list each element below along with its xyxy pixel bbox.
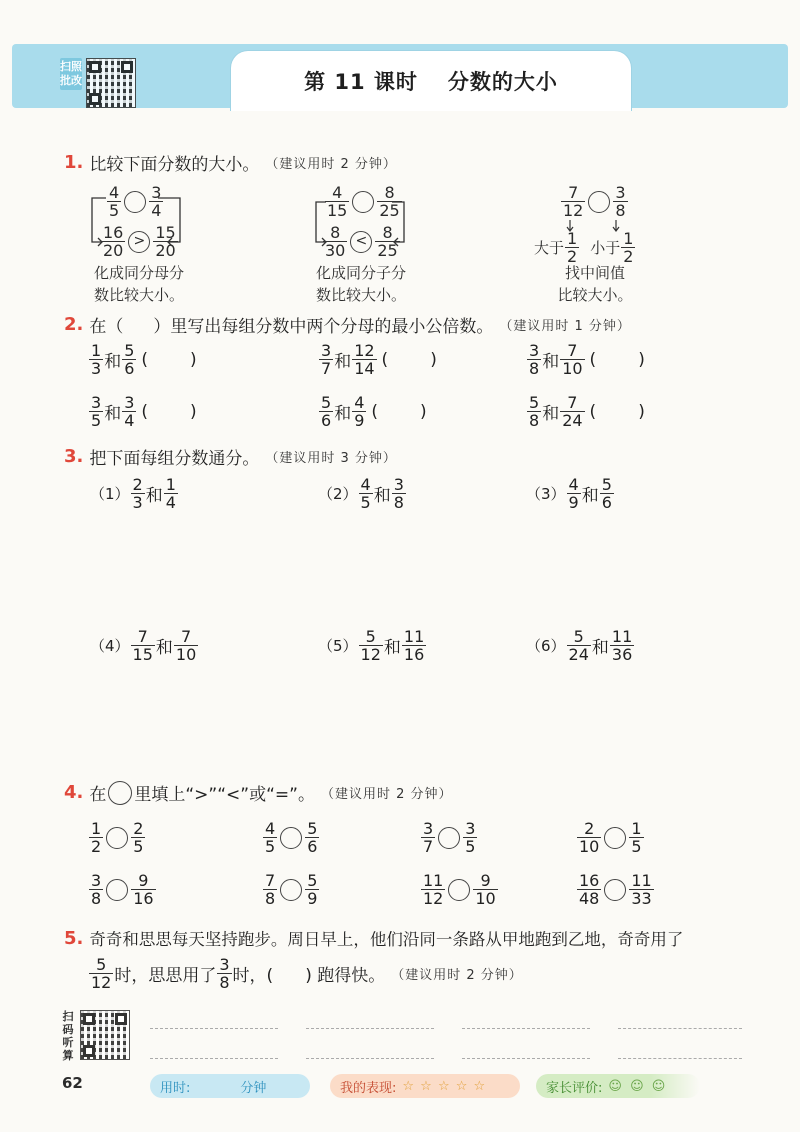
- q4-item: [262, 872, 320, 907]
- compare-circle[interactable]: [106, 827, 128, 849]
- compare-circle[interactable]: [588, 191, 610, 213]
- q2-number: 2.: [64, 314, 84, 335]
- answer-parentheses[interactable]: ( ): [589, 401, 645, 422]
- q1-text: 比较下面分数的大小。: [89, 155, 260, 175]
- q3-heading: 3. 把下面每组分数通分。 （建议用时 3 分钟）: [64, 446, 397, 469]
- answer-parentheses[interactable]: ( ): [141, 349, 197, 370]
- fraction: $\frac{5}{12}$: [360, 627, 381, 664]
- fraction: $\frac{3}{8}$: [529, 341, 540, 378]
- answer-parentheses[interactable]: ( ): [141, 401, 197, 422]
- compare-circle[interactable]: [604, 879, 626, 901]
- fraction: $\frac{7}{10}$: [175, 627, 197, 664]
- q4-item: [88, 820, 146, 855]
- answer-line[interactable]: [150, 1058, 278, 1059]
- fraction: $\frac{3}{7}$: [423, 819, 434, 856]
- q5-number: 5.: [64, 927, 84, 949]
- compare-circle[interactable]: [438, 827, 460, 849]
- parent-review-pill: 家长评价: ☺ ☺ ☺: [536, 1074, 700, 1098]
- time-spent-pill: 用时: 分钟: [150, 1074, 310, 1098]
- fraction: $\frac{4}{9}$: [568, 475, 579, 512]
- q3-item: （3） $\frac{4}{9}$ 和 $\frac{5}{6}$: [526, 475, 612, 512]
- q5-line2: $\frac{5}{12}$ 时，思思用了 $\frac{3}{8}$ 时，( ) 跑得快。 （建议用时 2 分钟）: [91, 955, 523, 992]
- q2-item: $\frac{5}{8}$ 和 $\frac{7}{24}$ ( ): [529, 393, 645, 430]
- q4-item: [576, 872, 655, 907]
- q3-number: 3.: [64, 446, 84, 467]
- qr-code-icon[interactable]: [86, 58, 136, 108]
- page-title: [230, 50, 632, 111]
- q2-item: $\frac{3}{7}$ 和 $\frac{12}{14}$ ( ): [321, 341, 437, 378]
- fraction: $\frac{2}{10}$: [579, 819, 600, 856]
- answer-line[interactable]: [306, 1028, 434, 1029]
- fraction: $\frac{1}{3}$: [91, 341, 102, 378]
- q2-item: $\frac{3}{8}$ 和 $\frac{7}{10}$ ( ): [529, 341, 645, 378]
- fraction: $\frac{3}{8}$: [91, 871, 102, 908]
- smiley-rating-icon[interactable]: ☺ ☺ ☺: [608, 1078, 668, 1094]
- fraction: $\frac{11}{12}$: [423, 871, 444, 908]
- q1-example-c: $\frac{7}{12}$ $\frac{3}{8}$ 大于 $\frac{1}{2}$ 小于 $\frac{1}{2}$: [530, 184, 660, 264]
- fraction: $\frac{3}{8}$: [393, 475, 404, 512]
- star-rating-icon[interactable]: ☆ ☆ ☆ ☆ ☆: [402, 1078, 487, 1094]
- fraction: $\frac{2}{5}$: [133, 819, 144, 856]
- q3-item: （1） $\frac{2}{3}$ 和 $\frac{1}{4}$: [90, 475, 176, 512]
- fraction: $\frac{7}{15}$: [132, 627, 153, 664]
- q4-heading: 4. 在 里填上“>”“<”或“=”。 （建议用时 2 分钟）: [64, 782, 453, 805]
- fraction: $\frac{7}{10}$: [562, 341, 583, 378]
- lesson-number: 第 11 课时: [304, 70, 418, 94]
- q3-item: （6） $\frac{5}{24}$ 和 $\frac{11}{36}$: [526, 627, 633, 664]
- answer-line[interactable]: [306, 1058, 434, 1059]
- fraction: $\frac{16}{48}$: [579, 871, 600, 908]
- fraction: $\frac{1}{4}$: [165, 475, 176, 512]
- qr-code-icon[interactable]: [80, 1010, 130, 1060]
- fraction: $\frac{9}{16}$: [133, 871, 154, 908]
- fraction: $\frac{4}{5}$: [360, 475, 371, 512]
- fraction: $\frac{4}{9}$: [354, 393, 365, 430]
- q2-item: $\frac{5}{6}$ 和 $\frac{4}{9}$ ( ): [321, 393, 427, 430]
- q1-example-b: $\frac{4}{15}$ $\frac{8}{25}$ $\frac{8}{30}$ < $\frac{8}{25}$: [312, 184, 422, 264]
- q4-item: [88, 872, 157, 907]
- q1-example-a: $\frac{4}{5}$ $\frac{3}{4}$ $\frac{16}{20}$ > $\frac{15}{20}$: [88, 184, 198, 264]
- fraction: $\frac{12}{14}$: [354, 341, 375, 378]
- fraction: $\frac{3}{5}$: [91, 393, 102, 430]
- q1-hint: （建议用时 2 分钟）: [265, 157, 397, 172]
- fraction: $\frac{5}{6}$: [321, 393, 332, 430]
- fraction: $\frac{11}{36}$: [611, 627, 633, 664]
- q1-b-note: 化成同分子分 数比较大小。: [315, 264, 406, 304]
- q2-item: $\frac{1}{3}$ 和 $\frac{5}{6}$ ( ): [91, 341, 197, 378]
- fraction: $\frac{5}{8}$: [529, 393, 540, 430]
- answer-line[interactable]: [150, 1028, 278, 1029]
- q3-item: （2） $\frac{4}{5}$ 和 $\frac{3}{8}$: [318, 475, 404, 512]
- compare-circle[interactable]: [352, 191, 374, 213]
- answer-line[interactable]: [618, 1028, 742, 1029]
- compare-circle-filled: >: [128, 231, 150, 253]
- q4-item: [420, 820, 478, 855]
- fraction: $\frac{3}{7}$: [321, 341, 332, 378]
- answer-parentheses[interactable]: ( ): [381, 349, 437, 370]
- q2-item: $\frac{3}{5}$ 和 $\frac{3}{4}$ ( ): [91, 393, 197, 430]
- answer-parentheses[interactable]: ( ): [371, 401, 427, 422]
- fraction: $\frac{2}{3}$: [132, 475, 143, 512]
- q5-line1: 5. 奇奇和思思每天坚持跑步。周日早上，他们沿同一条路从甲地跑到乙地，奇奇用了: [64, 927, 684, 949]
- q4-number: 4.: [64, 782, 84, 803]
- fraction: $\frac{7}{8}$: [265, 871, 276, 908]
- compare-circle[interactable]: [106, 879, 128, 901]
- compare-circle[interactable]: [604, 827, 626, 849]
- answer-line[interactable]: [618, 1058, 742, 1059]
- q2-heading: 2. 在（ ）里写出每组分数中两个分母的最小公倍数。 （建议用时 1 分钟）: [64, 314, 631, 337]
- fraction: $\frac{5}{6}$: [601, 475, 612, 512]
- fraction: $\frac{5}{6}$: [124, 341, 135, 378]
- fraction: $\frac{1}{2}$: [91, 819, 102, 856]
- fraction: $\frac{1}{5}$: [631, 819, 642, 856]
- compare-circle[interactable]: [448, 879, 470, 901]
- fraction: $\frac{9}{10}$: [475, 871, 496, 908]
- scan-listen-label: 扫码听算: [62, 1010, 74, 1062]
- fraction: $\frac{3}{5}$: [465, 819, 476, 856]
- q4-item: [420, 872, 499, 907]
- compare-circle[interactable]: [280, 827, 302, 849]
- q1-a-note: 化成同分母分 数比较大小。: [93, 264, 184, 304]
- scan-correct-label: 扫照批改: [60, 58, 82, 90]
- fraction: $\frac{5}{24}$: [568, 627, 589, 664]
- q1-heading: [64, 150, 397, 175]
- circle-icon: [108, 781, 132, 805]
- answer-line[interactable]: [462, 1028, 590, 1029]
- compare-circle[interactable]: [124, 191, 146, 213]
- compare-circle-filled: <: [350, 231, 372, 253]
- q1-number: 1.: [64, 152, 84, 173]
- fraction: $\frac{7}{24}$: [562, 393, 583, 430]
- page-number: 62: [62, 1074, 83, 1092]
- fraction: $\frac{4}{5}$: [265, 819, 276, 856]
- fraction: $\frac{5}{9}$: [307, 871, 318, 908]
- q4-item: [576, 820, 645, 855]
- answer-parentheses[interactable]: ( ): [589, 349, 645, 370]
- compare-circle[interactable]: [280, 879, 302, 901]
- lesson-title: 分数的大小: [447, 70, 558, 94]
- q3-item: （4） $\frac{7}{15}$ 和 $\frac{7}{10}$: [90, 627, 197, 664]
- fraction: $\frac{11}{33}$: [631, 871, 652, 908]
- fraction: $\frac{5}{6}$: [307, 819, 318, 856]
- fraction: $\frac{11}{16}$: [403, 627, 425, 664]
- q4-item: [262, 820, 320, 855]
- my-performance-pill: 我的表现: ☆ ☆ ☆ ☆ ☆: [330, 1074, 520, 1098]
- q1-c-note: 找中间值 比较大小。: [557, 264, 633, 304]
- answer-line[interactable]: [462, 1058, 590, 1059]
- fraction: $\frac{3}{4}$: [124, 393, 135, 430]
- q3-item: （5） $\frac{5}{12}$ 和 $\frac{11}{16}$: [318, 627, 425, 664]
